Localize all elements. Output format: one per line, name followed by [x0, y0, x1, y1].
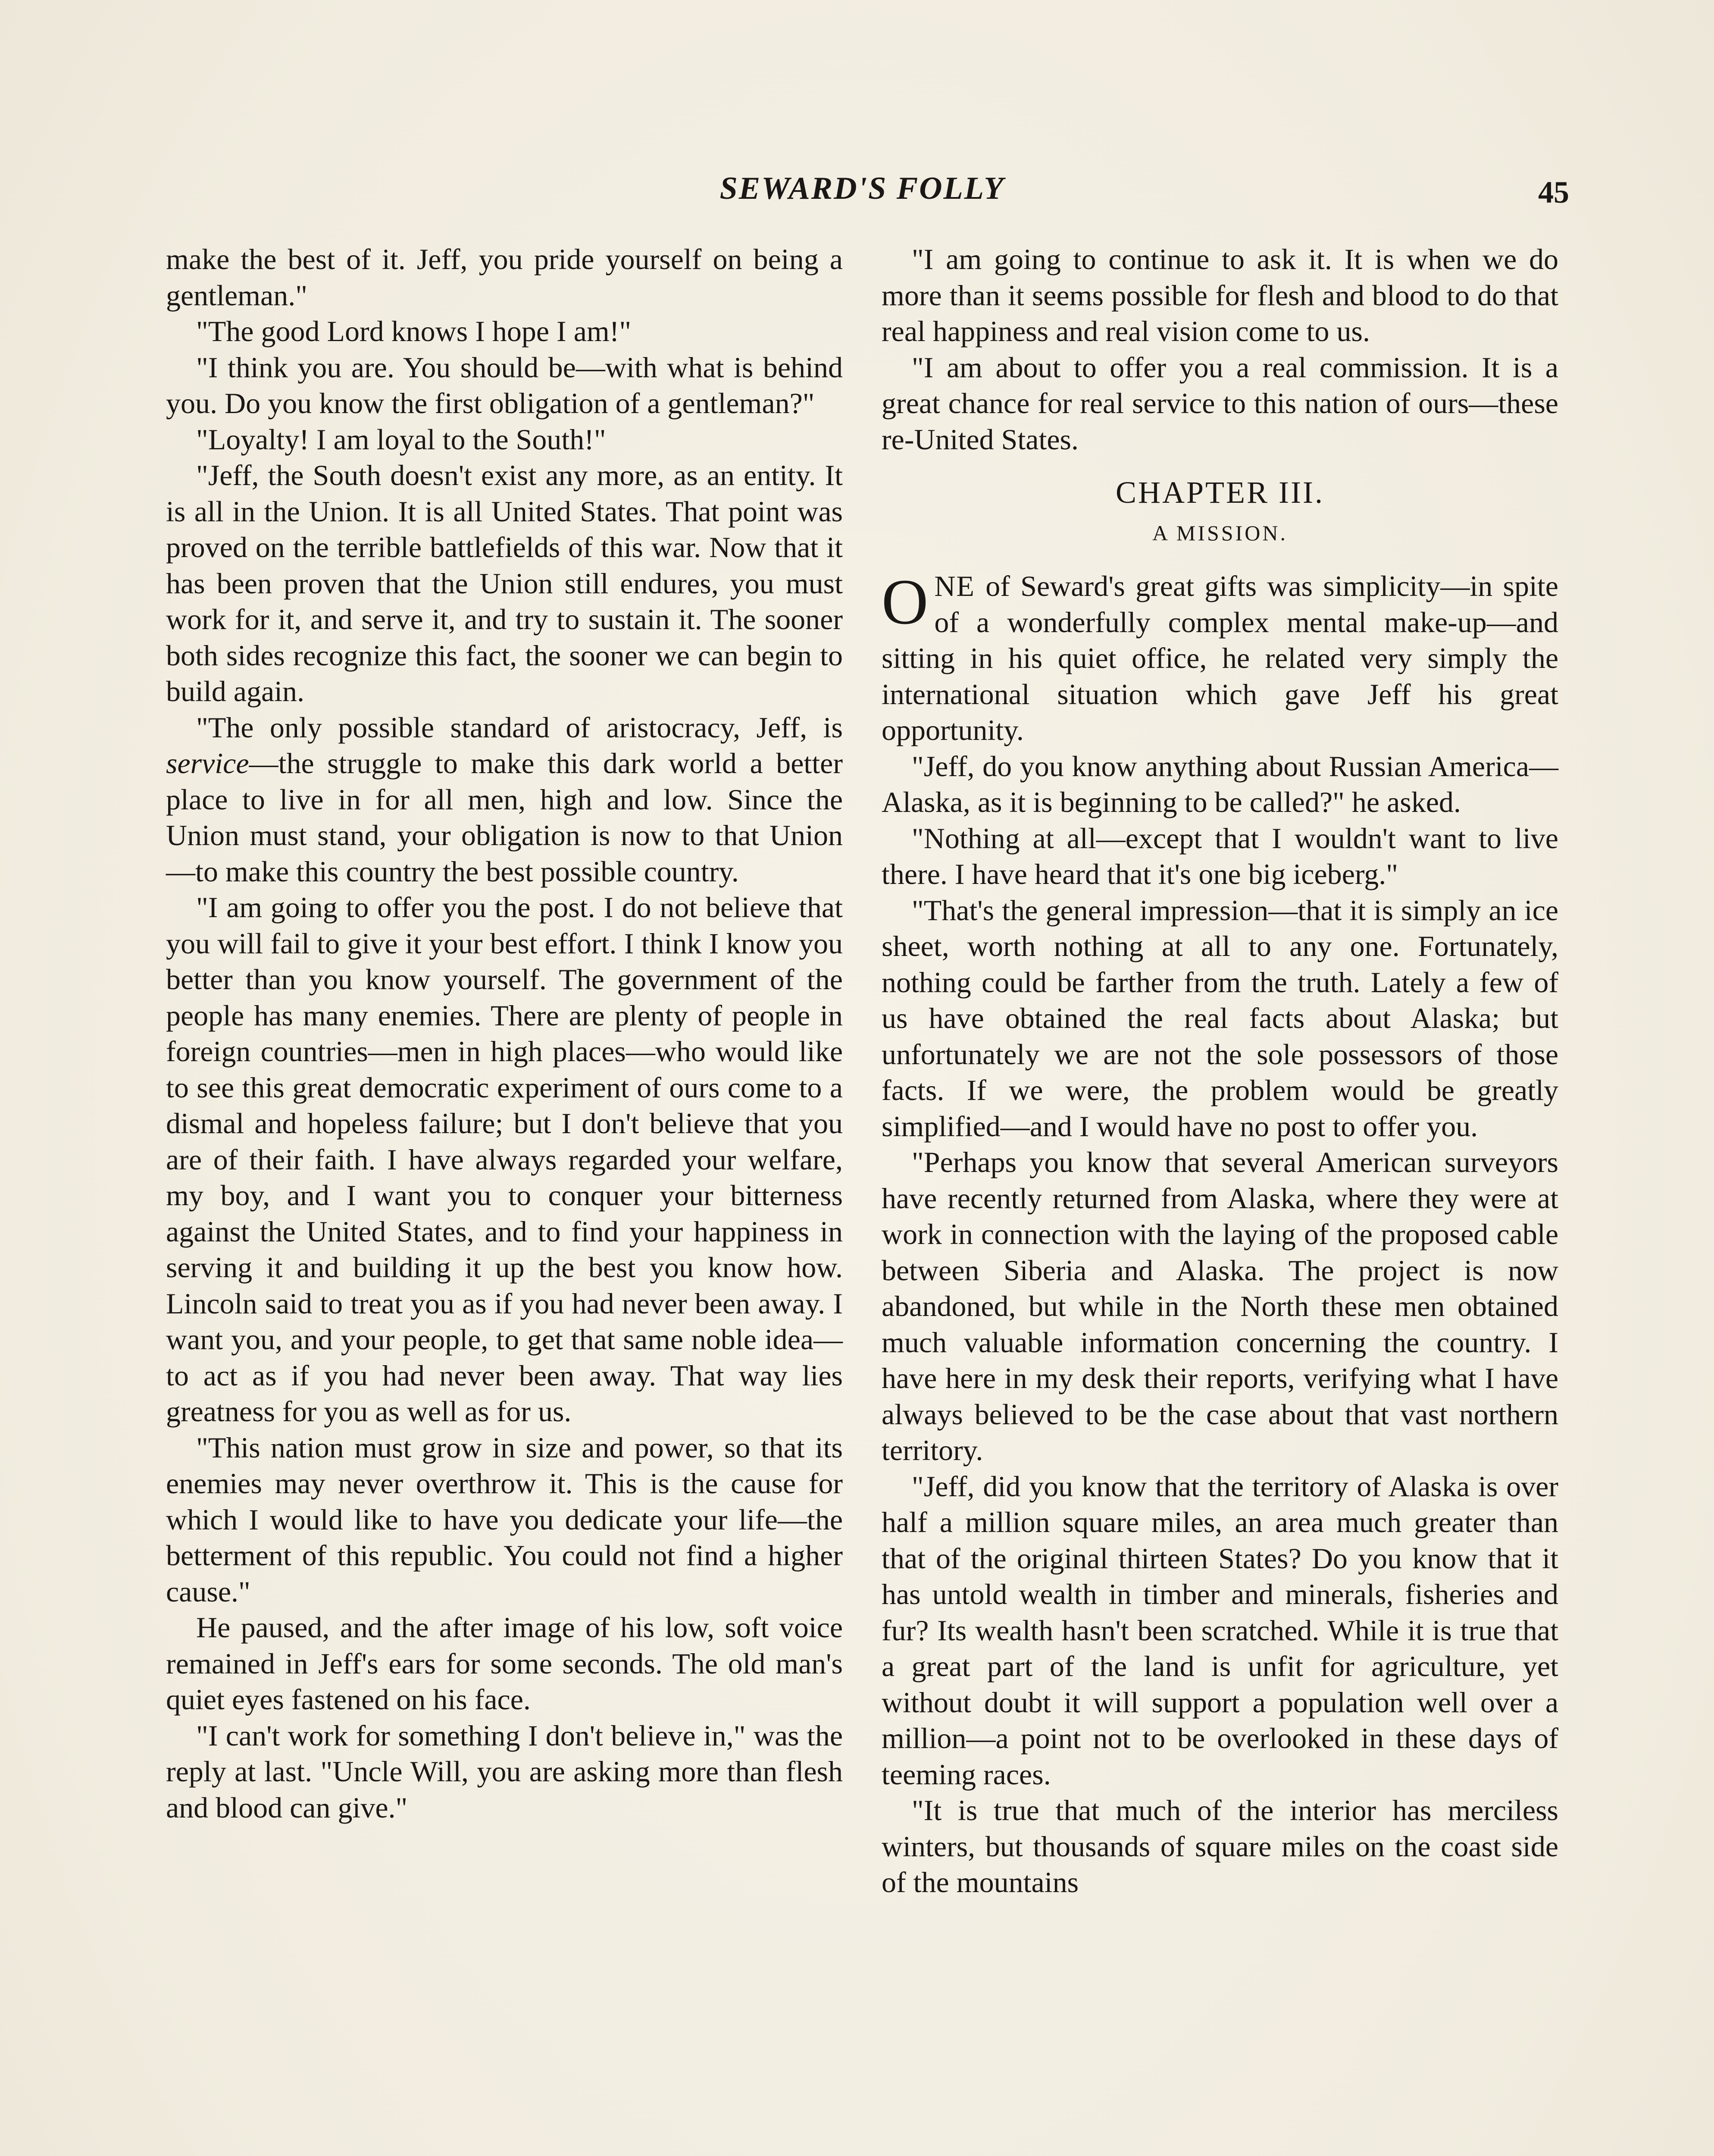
- paragraph: "That's the general impression—that it is simply an ice sheet, worth nothing at all to any one. Fortunately, nothing could be farther from the truth. Lately a few of us have obtained the real facts about Alaska; but unfortunately we are not the sole possessors of those facts. If we were, the problem would be greatly simplified—and I would have no post to offer you.: [882, 893, 1558, 1143]
- left-column: [166, 241, 843, 1826]
- drop-cap: O: [882, 566, 929, 638]
- emphasis-word: service: [166, 747, 249, 780]
- paragraph: "Perhaps you know that several American surveyors have recently returned from Alaska, where they were at work in connection with the laying of the proposed cable between Siberia and Alaska. The project is now abandoned, but while in the North these men obtained much valuable information concerning the country. I have here in my desk their reports, verifying what I have always believed to be the case about that vast northern territory.: [882, 1146, 1558, 1467]
- paragraph: "This nation must grow in size and power, so that its enemies may never overthrow it. This is the cause for which I would like to have you dedicate your life—the betterment of this republic. You could not find a higher cause.": [166, 1431, 843, 1608]
- chapter-title: CHAPTER III.: [1116, 475, 1324, 510]
- paragraph: "Loyalty! I am loyal to the South!": [196, 423, 606, 456]
- paragraph: "The good Lord knows I hope I am!": [196, 315, 632, 348]
- paragraph: He paused, and the after image of his low, soft voice remained in Jeff's ears for some seconds. The old man's quiet eyes fastened on his face.: [166, 1611, 843, 1716]
- paragraph: "Nothing at all—except that I wouldn't want to live there. I have heard that it's one big iceberg.": [882, 821, 1558, 890]
- paragraph: "I think you are. You should be—with what is behind you. Do you know the first obligation of a gentleman?": [166, 351, 843, 420]
- running-title: SEWARD'S FOLLY: [719, 171, 1005, 206]
- paragraph-text: "The only possible standard of aristocracy, Jeff, is: [196, 711, 843, 744]
- right-column: [882, 241, 1558, 1901]
- paragraph: "Jeff, did you know that the territory of Alaska is over half a million square miles, an area much greater than that of the original thirteen States? Do you know that it has untold wealth in timber and minerals, fisheries and fur? Its wealth hasn't been scratched. While it is true that a great part of the land is unfit for agriculture, yet without doubt it will support a population well over a million—a point not to be overlooked in these days of teeming races.: [882, 1470, 1558, 1791]
- opening-small-caps: NE: [934, 570, 975, 602]
- paragraph: "It is true that much of the interior has merciless winters, but thousands of square miles on the coast side of the mountains: [882, 1794, 1558, 1899]
- paragraph: "I am about to offer you a real commission. It is a great chance for real service to this nation of ours—these re-United States.: [882, 351, 1558, 456]
- paragraph: make the best of it. Jeff, you pride yourself on being a gentleman.": [166, 243, 843, 312]
- page-number: 45: [1538, 175, 1569, 210]
- paragraph: "Jeff, do you know anything about Russian America—Alaska, as it is beginning to be called?" he asked.: [882, 749, 1558, 818]
- paragraph-text: —the struggle to make this dark world a better place to live in for all men, high and low. Since the Union must stand, your obligation is now to that Union—to make this country the best possible country.: [166, 747, 843, 888]
- paragraph: [166, 710, 843, 890]
- paragraph: "I can't work for something I don't believe in," was the reply at last. "Uncle Will, you are asking more than flesh and blood can give.": [166, 1719, 843, 1824]
- opening-text: of Seward's great gifts was simplicity—in spite of a wonderfully complex mental make-up—and sitting in his quiet office, he related very simply the international situation which gave Jeff his great opportunity.: [882, 570, 1558, 746]
- paragraph: "I am going to continue to ask it. It is when we do more than it seems possible for flesh and blood to do that real happiness and real vision come to us.: [882, 243, 1558, 348]
- paragraph: "Jeff, the South doesn't exist any more, as an entity. It is all in the Union. It is all United States. That point was proved on the terrible battlefields of this war. Now that it has been proven that the Union still endures, you must work for it, and serve it, and try to sustain it. The sooner both sides recognize this fact, the sooner we can begin to build again.: [166, 459, 843, 708]
- paragraph: "I am going to offer you the post. I do not believe that you will fail to give it your best effort. I think I know you better than you know yourself. The government of the people has many enemies. There are plenty of people in foreign countries—men in high places—who would like to see this great democratic experiment of ours come to a dismal and hopeless failure; but I don't believe that you are of their faith. I have always regarded your welfare, my boy, and I want you to conquer your bitterness against the United States, and to find your happiness in serving it and building it up the best you know how. Lincoln said to treat you as if you had never been away. I want you, and your people, to get that same noble idea—to act as if you had never been away. That way lies greatness for you as well as for us.: [166, 891, 843, 1428]
- chapter-opening-paragraph: [882, 568, 1558, 749]
- chapter-subtitle: A MISSION.: [1152, 520, 1288, 545]
